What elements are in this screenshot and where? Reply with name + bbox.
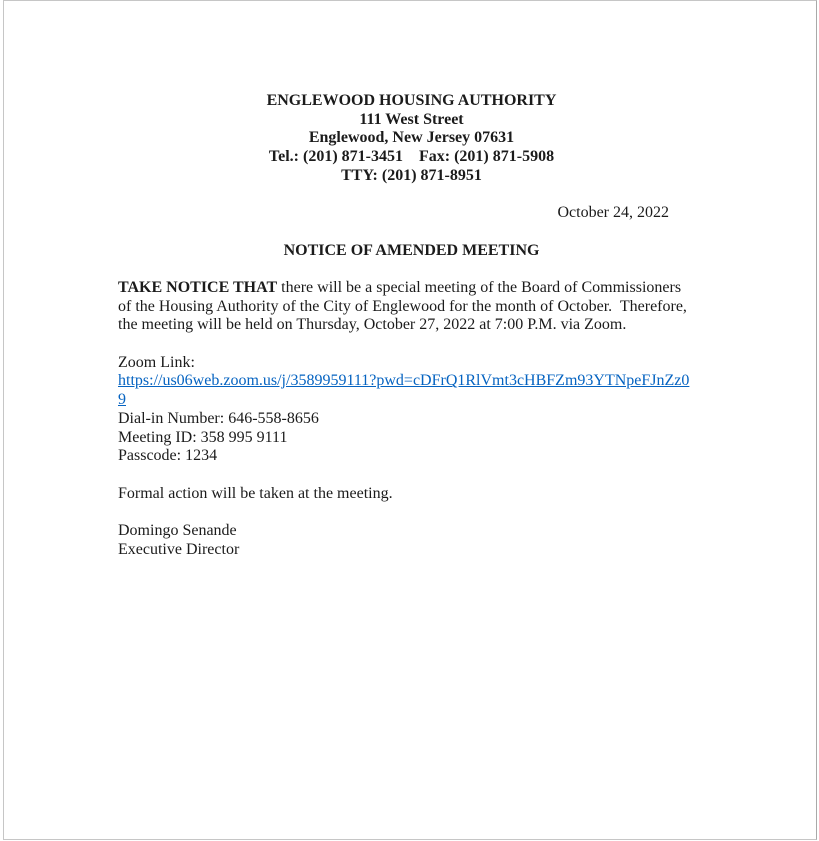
zoom-meeting-link-line-1[interactable]: https://us06web.zoom.us/j/3589959111?pwd=cDFrQ1RlVmt3cHBFZm93YTNpeFJnZz0 bbox=[118, 372, 690, 390]
notice-paragraph-line-3: the meeting will be held on Thursday, October 27, 2022 at 7:00 P.M. via Zoom. bbox=[118, 316, 627, 334]
document-page bbox=[3, 0, 817, 840]
notice-paragraph-line-1 bbox=[118, 279, 719, 298]
address-line-1: 111 West Street bbox=[359, 110, 464, 128]
document-date: October 24, 2022 bbox=[557, 204, 669, 222]
address-line-2: Englewood, New Jersey 07631 bbox=[308, 129, 515, 147]
notice-paragraph-line-2: of the Housing Authority of the City of Englewood for the month of October. Therefore, bbox=[118, 297, 687, 315]
take-notice-lead: TAKE NOTICE THAT bbox=[118, 278, 278, 296]
signature-title: Executive Director bbox=[118, 540, 240, 558]
zoom-link-label: Zoom Link: bbox=[118, 353, 195, 371]
notice-title: NOTICE OF AMENDED MEETING bbox=[283, 241, 540, 259]
letterhead bbox=[118, 92, 719, 186]
document-content bbox=[118, 1, 719, 559]
org-name: ENGLEWOOD HOUSING AUTHORITY bbox=[266, 92, 557, 109]
zoom-meeting-link[interactable] bbox=[118, 372, 719, 409]
closing-statement: Formal action will be taken at the meeting. bbox=[118, 484, 393, 502]
tty-line: TTY: (201) 871-8951 bbox=[341, 166, 482, 184]
signature-block bbox=[118, 522, 719, 559]
notice-paragraph bbox=[118, 279, 719, 335]
passcode: Passcode: 1234 bbox=[118, 447, 218, 465]
notice-paragraph-line-1-rest: there will be a special meeting of the Board of Commissioners bbox=[277, 278, 682, 296]
signature-name: Domingo Senande bbox=[118, 522, 237, 540]
dial-in-number: Dial-in Number: 646-558-8656 bbox=[118, 409, 319, 427]
meeting-id: Meeting ID: 358 995 9111 bbox=[118, 428, 288, 446]
zoom-details bbox=[118, 354, 719, 466]
tel-fax-line: Tel.: (201) 871-3451 Fax: (201) 871-5908 bbox=[268, 148, 555, 166]
zoom-meeting-link-line-2[interactable]: 9 bbox=[118, 391, 126, 409]
